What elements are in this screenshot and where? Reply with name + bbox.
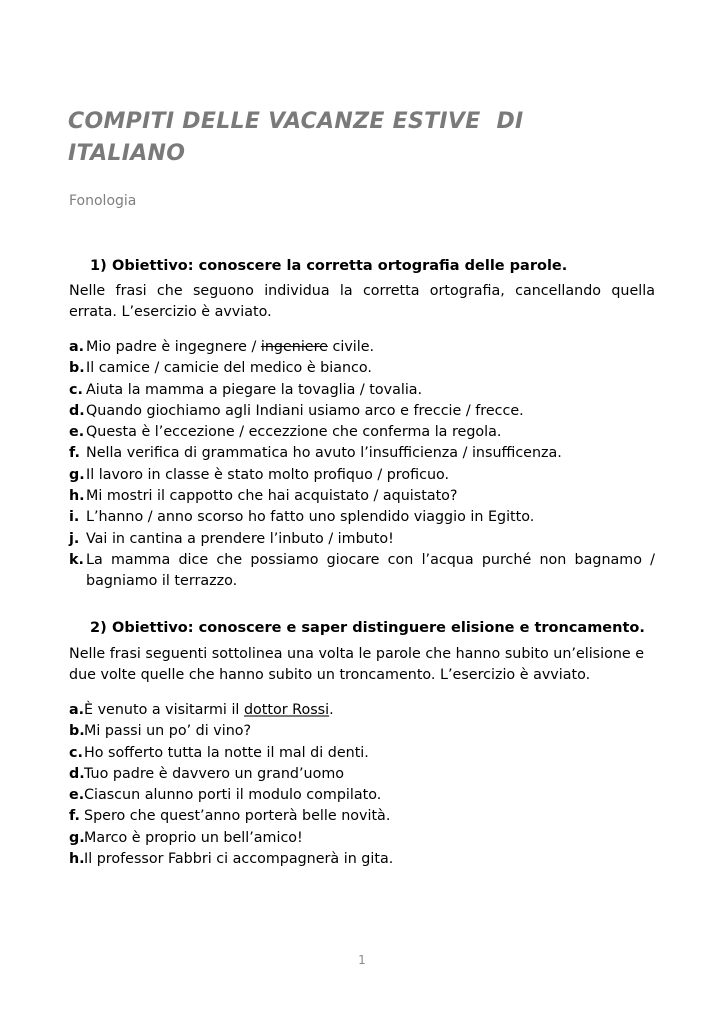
- item-text: Mi passi un po’ di vino?: [84, 723, 252, 740]
- item-text: Ciascun alunno porti il modulo compilato.: [84, 787, 382, 804]
- list-item: [69, 380, 655, 401]
- item-label: b.: [69, 723, 85, 740]
- item-label: b.: [69, 360, 85, 377]
- item-text: Vai in cantina a prendere l’inbuto / imbuto!: [86, 530, 394, 547]
- item-text: L’hanno / anno scorso ho fatto uno splendido viaggio in Egitto.: [86, 509, 535, 526]
- item-text-before: Mio padre è ingegnere /: [86, 339, 261, 355]
- item-text: Spero che quest’anno porterà belle novità.: [84, 808, 391, 825]
- item-label: f.: [69, 808, 80, 825]
- item-label: a.: [69, 702, 85, 718]
- item-text: Il lavoro in classe è stato molto profiquo / proficuo.: [86, 466, 450, 483]
- item-label: d.: [69, 765, 85, 782]
- section-1-title: Obiettivo: conoscere la corretta ortografia delle parole.: [112, 258, 568, 274]
- item-text-before: È venuto a visitarmi il: [84, 702, 244, 718]
- item-label: i.: [69, 509, 80, 526]
- section-1-heading: [90, 258, 567, 274]
- item-label: c.: [69, 381, 83, 398]
- item-label: a.: [69, 339, 85, 355]
- list-item: [69, 550, 655, 593]
- item-text: Mi mostri il cappotto che hai acquistato / aquistato?: [86, 488, 458, 505]
- item-text: La mamma dice che possiamo giocare con l’acqua purché non bagnamo / bagniamo il terrazzo.: [86, 551, 655, 590]
- section-2-instructions: Nelle frasi seguenti sottolinea una volta le parole che hanno subito un’elisione e due volte quelle che hanno subito un troncamento. L’esercizio è avviato.: [69, 646, 645, 683]
- item-text: Tuo padre è davvero un grand’uomo: [84, 765, 345, 782]
- section-1-list: [69, 337, 655, 593]
- list-item: [69, 721, 655, 742]
- item-text: [86, 337, 655, 358]
- item-text: Ho sofferto tutta la notte il mal di denti.: [84, 744, 369, 761]
- list-item: [69, 507, 655, 528]
- section-1-number: 1): [90, 258, 107, 274]
- underlined-words: dottor Rossi: [243, 702, 330, 718]
- item-label: g.: [69, 829, 85, 846]
- item-label: h.: [69, 851, 85, 868]
- section-2-heading: [90, 620, 645, 636]
- item-text: Quando giochiamo agli Indiani usiamo arco e freccie / frecce.: [86, 402, 524, 419]
- list-item: [69, 849, 655, 870]
- item-text-after: civile.: [327, 339, 375, 355]
- section-2-title: Obiettivo: conoscere e saper distinguere elisione e troncamento.: [112, 620, 645, 636]
- list-item: [69, 828, 655, 849]
- struck-word: ingeniere: [260, 339, 328, 355]
- list-item: [69, 486, 655, 507]
- list-item: [69, 401, 655, 422]
- section-2-list: [69, 700, 655, 870]
- section-1-instructions: Nelle frasi che seguono individua la corretta ortografia, cancellando quella errata. L’esercizio è avviato.: [69, 283, 655, 320]
- item-text: Il camice / camicie del medico è bianco.: [86, 360, 372, 377]
- item-label: k.: [69, 551, 84, 568]
- list-item: [69, 443, 655, 464]
- list-item: [69, 529, 655, 550]
- item-label: e.: [69, 424, 85, 441]
- list-item: [69, 337, 655, 358]
- page-number: 1: [358, 953, 366, 967]
- title-line-2: ITALIANO: [68, 141, 186, 166]
- item-text: Il professor Fabbri ci accompagnerà in gita.: [84, 851, 394, 868]
- item-text: [84, 700, 655, 721]
- list-item: [69, 806, 655, 827]
- title-line-1: COMPITI DELLE VACANZE ESTIVE DI: [68, 109, 524, 134]
- item-text: Aiuta la mamma a piegare la tovaglia / tovalia.: [86, 381, 423, 398]
- list-item: [69, 700, 655, 721]
- item-label: j.: [69, 530, 80, 547]
- document-title: [68, 106, 668, 170]
- item-label: f.: [69, 445, 80, 462]
- section-2-number: 2): [90, 620, 107, 636]
- list-item: [69, 785, 655, 806]
- item-label: d.: [69, 402, 85, 419]
- list-item: [69, 422, 655, 443]
- list-item: [69, 358, 655, 379]
- item-label: c.: [69, 744, 83, 761]
- item-label: e.: [69, 787, 85, 804]
- item-text: Questa è l’eccezione / eccezzione che conferma la regola.: [86, 424, 502, 441]
- list-item: [69, 743, 655, 764]
- item-label: h.: [69, 488, 85, 505]
- list-item: [69, 465, 655, 486]
- subtitle: Fonologia: [69, 193, 137, 209]
- item-label: g.: [69, 466, 85, 483]
- list-item: [69, 764, 655, 785]
- item-text: Nella verifica di grammatica ho avuto l’insufficienza / insufficenza.: [86, 445, 562, 462]
- item-text-after: .: [329, 702, 334, 718]
- item-text: Marco è proprio un bell’amico!: [84, 829, 303, 846]
